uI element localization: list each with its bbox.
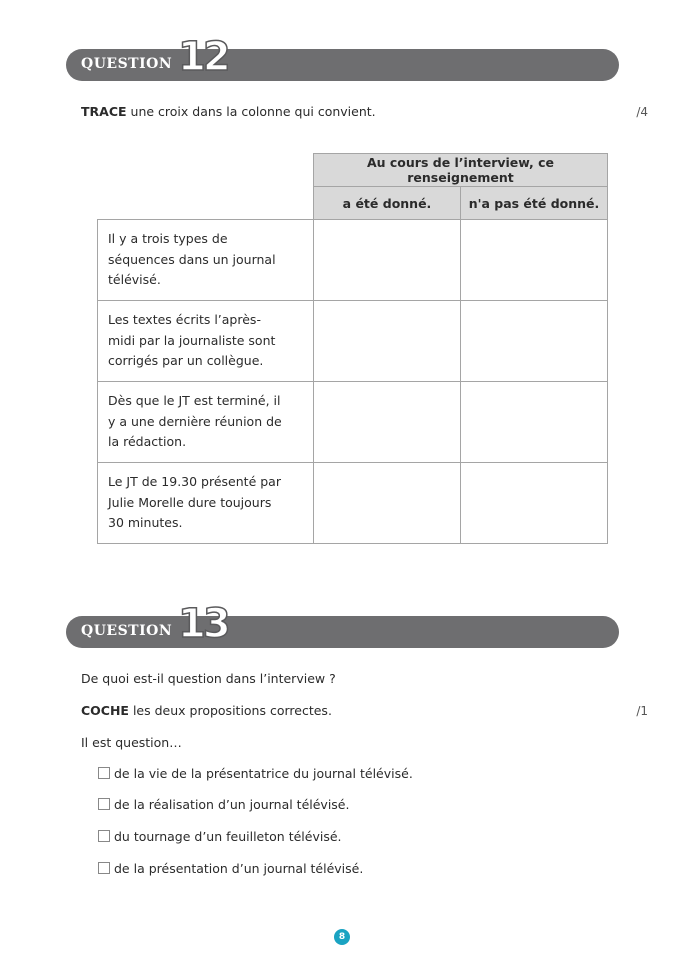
checkbox[interactable]	[98, 830, 110, 842]
option-label: de la présentation d’un journal télévisé.	[114, 861, 364, 876]
statement-cell: Les textes écrits l’après- midi par la journaliste sont corrigés par un collègue.	[98, 301, 314, 382]
q13-instruction	[81, 703, 332, 718]
table-row	[98, 220, 608, 301]
option-item	[98, 861, 363, 876]
question-label: QUESTION	[81, 56, 173, 72]
answer-table	[97, 153, 608, 544]
page-number: 8	[334, 929, 350, 945]
instruction-text: une croix dans la colonne qui convient.	[126, 104, 376, 119]
table-header: Au cours de l’interview, ce renseignement	[314, 154, 608, 187]
option-item	[98, 797, 349, 812]
option-label: de la vie de la présentatrice du journal télévisé.	[114, 766, 413, 781]
column-header-not-given: n'a pas été donné.	[461, 187, 608, 220]
table-row	[98, 382, 608, 463]
option-item	[98, 766, 413, 781]
table-row	[98, 463, 608, 544]
column-header-given: a été donné.	[314, 187, 461, 220]
option-label: du tournage d’un feuilleton télévisé.	[114, 829, 342, 844]
answer-cell-given[interactable]	[314, 463, 461, 544]
table-row	[98, 301, 608, 382]
statement-cell: Il y a trois types de séquences dans un journal télévisé.	[98, 220, 314, 301]
answer-cell-given[interactable]	[314, 301, 461, 382]
answer-cell-given[interactable]	[314, 382, 461, 463]
q13-lead: Il est question…	[81, 735, 182, 750]
answer-cell-not-given[interactable]	[461, 301, 608, 382]
question-number: 12	[178, 34, 228, 80]
checkbox[interactable]	[98, 767, 110, 779]
question-13-banner	[66, 601, 619, 648]
answer-cell-not-given[interactable]	[461, 382, 608, 463]
q12-instruction	[81, 104, 376, 119]
checkbox[interactable]	[98, 862, 110, 874]
question-number: 13	[178, 601, 228, 647]
answer-cell-given[interactable]	[314, 220, 461, 301]
answer-cell-not-given[interactable]	[461, 220, 608, 301]
option-label: de la réalisation d’un journal télévisé.	[114, 797, 350, 812]
q12-score: /4	[636, 105, 648, 119]
statement-cell: Dès que le JT est terminé, il y a une dernière réunion de la rédaction.	[98, 382, 314, 463]
question-12-banner	[66, 34, 619, 81]
answer-cell-not-given[interactable]	[461, 463, 608, 544]
instruction-text: les deux propositions correctes.	[128, 703, 332, 718]
checkbox[interactable]	[98, 798, 110, 810]
instruction-verb: COCHE	[81, 703, 129, 718]
option-item	[98, 829, 342, 844]
statement-cell: Le JT de 19.30 présenté par Julie Morelle dure toujours 30 minutes.	[98, 463, 314, 544]
q13-prompt: De quoi est-il question dans l’interview ?	[81, 671, 336, 686]
instruction-verb: TRACE	[81, 104, 127, 119]
q13-score: /1	[636, 704, 648, 718]
question-label: QUESTION	[81, 623, 173, 639]
